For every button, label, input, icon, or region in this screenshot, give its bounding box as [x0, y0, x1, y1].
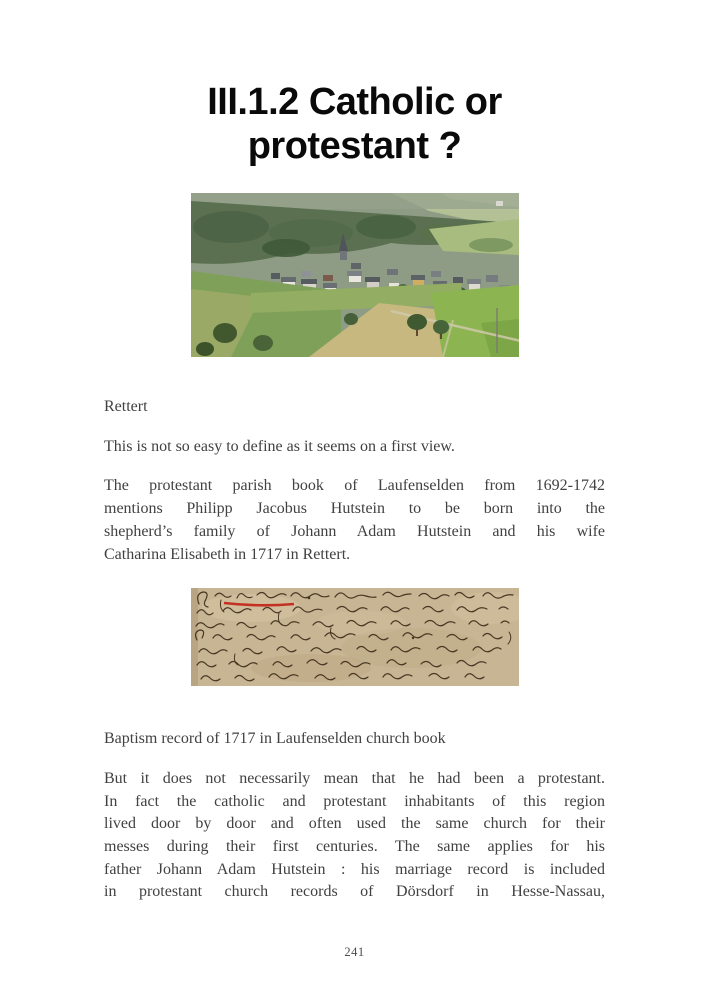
paragraph-2-line: lived door by door and often used the same church for their	[104, 815, 605, 833]
place-label: Rettert	[104, 398, 148, 415]
paragraph-2-line: father Johann Adam Hutstein : his marriage record is included	[104, 860, 605, 878]
paragraph-1-line: The protestant parish book of Laufenselden from 1692-1742	[104, 477, 605, 495]
paragraph-2-line: messes during their first centuries. The same applies for his	[104, 838, 605, 856]
page-title	[0, 80, 709, 168]
body-text-column	[104, 396, 605, 566]
figure-caption: Baptism record of 1717 in Laufenselden church book	[104, 730, 446, 748]
page-title-line-1: III.1.2 Catholic or	[207, 81, 502, 123]
village-photo-illustration	[191, 193, 519, 357]
paragraph-1	[104, 475, 605, 566]
paragraph-2-line: But it does not necessarily mean that he had been a protestant.	[104, 769, 605, 787]
paragraph-2-line: In fact the catholic and protestant inhabitants of this region	[104, 792, 605, 810]
paragraph-1-line: shepherd’s family of Johann Adam Hutstein and his wife	[104, 522, 605, 540]
body-text-column-2	[104, 728, 605, 904]
paragraph-1-line: mentions Philipp Jacobus Hutstein to be born into the	[104, 500, 605, 518]
intro-sentence: This is not so easy to define as it seems on a first view.	[104, 437, 455, 455]
baptism-record-illustration	[191, 588, 519, 686]
page-title-line-2: protestant ?	[247, 125, 462, 167]
paragraph-2	[104, 768, 605, 904]
page-number: 241	[344, 945, 365, 959]
paragraph-1-line: Catharina Elisabeth in 1717 in Rettert.	[104, 545, 351, 563]
paragraph-2-line: in protestant church records of Dörsdorf in Hesse-Nassau,	[104, 883, 605, 901]
baptism-record-image	[191, 588, 519, 686]
village-photo	[191, 193, 519, 357]
